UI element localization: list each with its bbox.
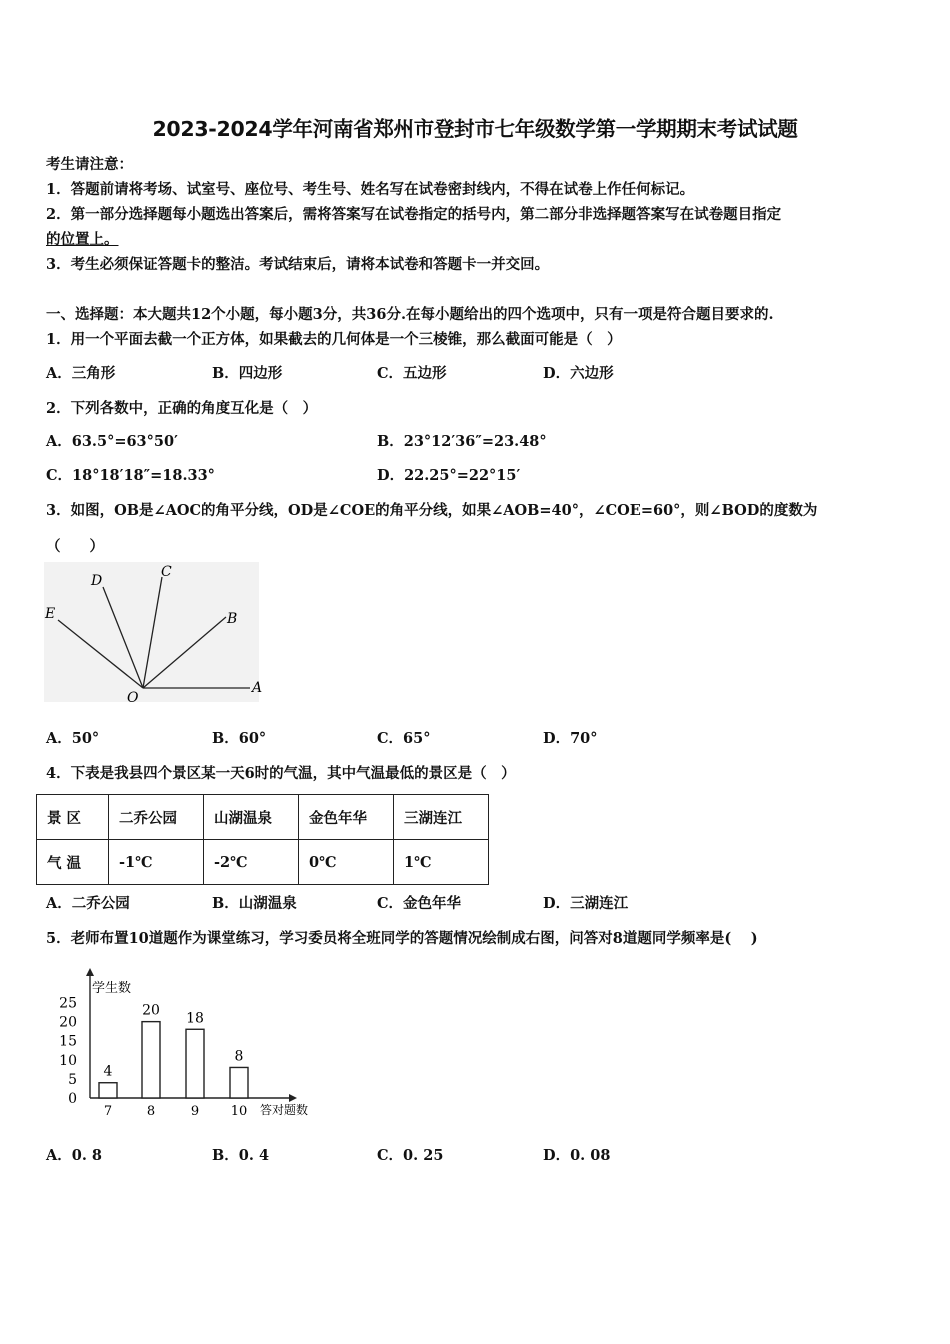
y-tick-label: 5 — [68, 1071, 77, 1088]
bar-value-label: 8 — [234, 1048, 244, 1065]
x-axis-label: 答对题数 — [260, 1103, 309, 1117]
y-tick-label: 10 — [59, 1052, 77, 1069]
notice-item-1: 1．答题前请将考场、试室号、座位号、考生号、姓名写在试卷密封线内，不得在试卷上作任何标记。 — [46, 181, 695, 198]
q2-option-b[interactable]: B．23°12′36″=23.48° — [377, 433, 547, 450]
table-cell: 0℃ — [299, 840, 394, 885]
x-tick-label: 9 — [190, 1104, 200, 1119]
label-c: C — [161, 564, 172, 580]
q4-option-c[interactable]: C．金色年华 — [377, 895, 462, 912]
y-tick-label: 15 — [59, 1033, 77, 1050]
q5-option-c[interactable]: C．0. 25 — [377, 1147, 444, 1164]
table-cell: 山湖温泉 — [204, 795, 299, 840]
table-cell: 三湖连江 — [394, 795, 489, 840]
bar — [99, 1083, 117, 1098]
page-title: 2023-2024学年河南省郑州市登封市七年级数学第一学期期末考试试题 — [152, 117, 798, 141]
q2-option-d[interactable]: D．22.25°=22°15′ — [377, 467, 521, 484]
q3-stem: 3．如图，OB是∠AOC的角平分线，OD是∠COE的角平分线，如果∠AOB=40°，∠COE=60°，则∠BOD的度数为 — [46, 502, 818, 519]
table-cell: 二乔公园 — [109, 795, 204, 840]
notice-item-2-cont — [46, 228, 119, 249]
q3-stem-bracket: （ ） — [46, 538, 104, 555]
bar-value-label: 18 — [186, 1010, 204, 1027]
q5-stem: 5．老师布置10道题作为课堂练习，学习委员将全班同学的答题情况绘制成右图，问答对8道题同学频率是( ) — [46, 930, 758, 947]
q1-option-b[interactable]: B．四边形 — [212, 365, 283, 382]
table-cell: 金色年华 — [299, 795, 394, 840]
notice-item-3: 3．考生必须保证答题卡的整洁。考试结束后，请将本试卷和答题卡一并交回。 — [46, 256, 550, 273]
q1-stem: 1．用一个平面去截一个正方体，如果截去的几何体是一个三棱锥，那么截面可能是（ ） — [46, 331, 622, 348]
table-cell: 1℃ — [394, 840, 489, 885]
bar — [230, 1067, 248, 1098]
q3-angle-figure — [40, 560, 270, 710]
notice-item-2: 2．第一部分选择题每小题选出答案后，需将答案写在试卷指定的括号内，第二部分非选择题答案写在试卷题目指定 — [46, 206, 782, 223]
notice-heading: 考生请注意： — [46, 156, 133, 173]
table-cell: 景 区 — [37, 795, 109, 840]
label-b: B — [227, 611, 238, 627]
notice-item-2-cont-text: 的位置上。 — [46, 231, 119, 248]
x-tick-label: 10 — [230, 1104, 248, 1119]
section-heading: 一、选择题：本大题共12个小题，每小题3分，共36分.在每小题给出的四个选项中，只有一项是符合题目要求的. — [46, 306, 774, 323]
y-tick-label: 0 — [68, 1091, 77, 1107]
table-row — [37, 795, 489, 840]
table-row — [37, 840, 489, 885]
y-axis-arrow — [86, 968, 94, 976]
table-cell: 气 温 — [37, 840, 109, 885]
q4-option-d[interactable]: D．三湖连江 — [543, 895, 629, 912]
q2-option-a[interactable]: A．63.5°=63°50′ — [46, 433, 178, 450]
bar — [142, 1022, 160, 1098]
q4-option-a[interactable]: A．二乔公园 — [46, 895, 130, 912]
bar — [186, 1029, 204, 1098]
q5-option-d[interactable]: D．0. 08 — [543, 1147, 611, 1164]
bar-value-label: 20 — [142, 1002, 160, 1019]
q4-option-b[interactable]: B．山湖温泉 — [212, 895, 297, 912]
q3-option-c[interactable]: C．65° — [377, 730, 431, 747]
bar-value-label: 4 — [103, 1063, 113, 1080]
label-d: D — [91, 573, 103, 589]
table-cell: -1℃ — [109, 840, 204, 885]
q4-stem: 4．下表是我县四个景区某一天6时的气温，其中气温最低的景区是（ ） — [46, 765, 516, 782]
x-axis-arrow — [289, 1094, 297, 1102]
q1-option-a[interactable]: A．三角形 — [46, 365, 116, 382]
q3-option-d[interactable]: D．70° — [543, 730, 598, 747]
q2-option-c[interactable]: C．18°18′18″=18.33° — [46, 467, 215, 484]
x-tick-label: 7 — [103, 1104, 113, 1119]
q1-option-c[interactable]: C．五边形 — [377, 365, 447, 382]
table-cell: -2℃ — [204, 840, 299, 885]
y-axis-label: 学生数 — [92, 981, 132, 996]
x-tick-label: 8 — [146, 1104, 156, 1119]
label-a: A — [252, 680, 263, 696]
q3-option-a[interactable]: A．50° — [46, 730, 100, 747]
q5-option-b[interactable]: B．0. 4 — [212, 1147, 270, 1164]
temperature-table — [36, 794, 489, 885]
label-e: E — [45, 606, 56, 622]
y-tick-label: 25 — [59, 995, 77, 1012]
q2-stem: 2．下列各数中，正确的角度互化是（ ） — [46, 400, 318, 417]
q5-bar-chart — [50, 962, 330, 1122]
q5-option-a[interactable]: A．0. 8 — [46, 1147, 103, 1164]
q1-option-d[interactable]: D．六边形 — [543, 365, 614, 382]
y-tick-label: 20 — [59, 1014, 77, 1031]
q3-option-b[interactable]: B．60° — [212, 730, 267, 747]
label-o: O — [127, 690, 139, 706]
